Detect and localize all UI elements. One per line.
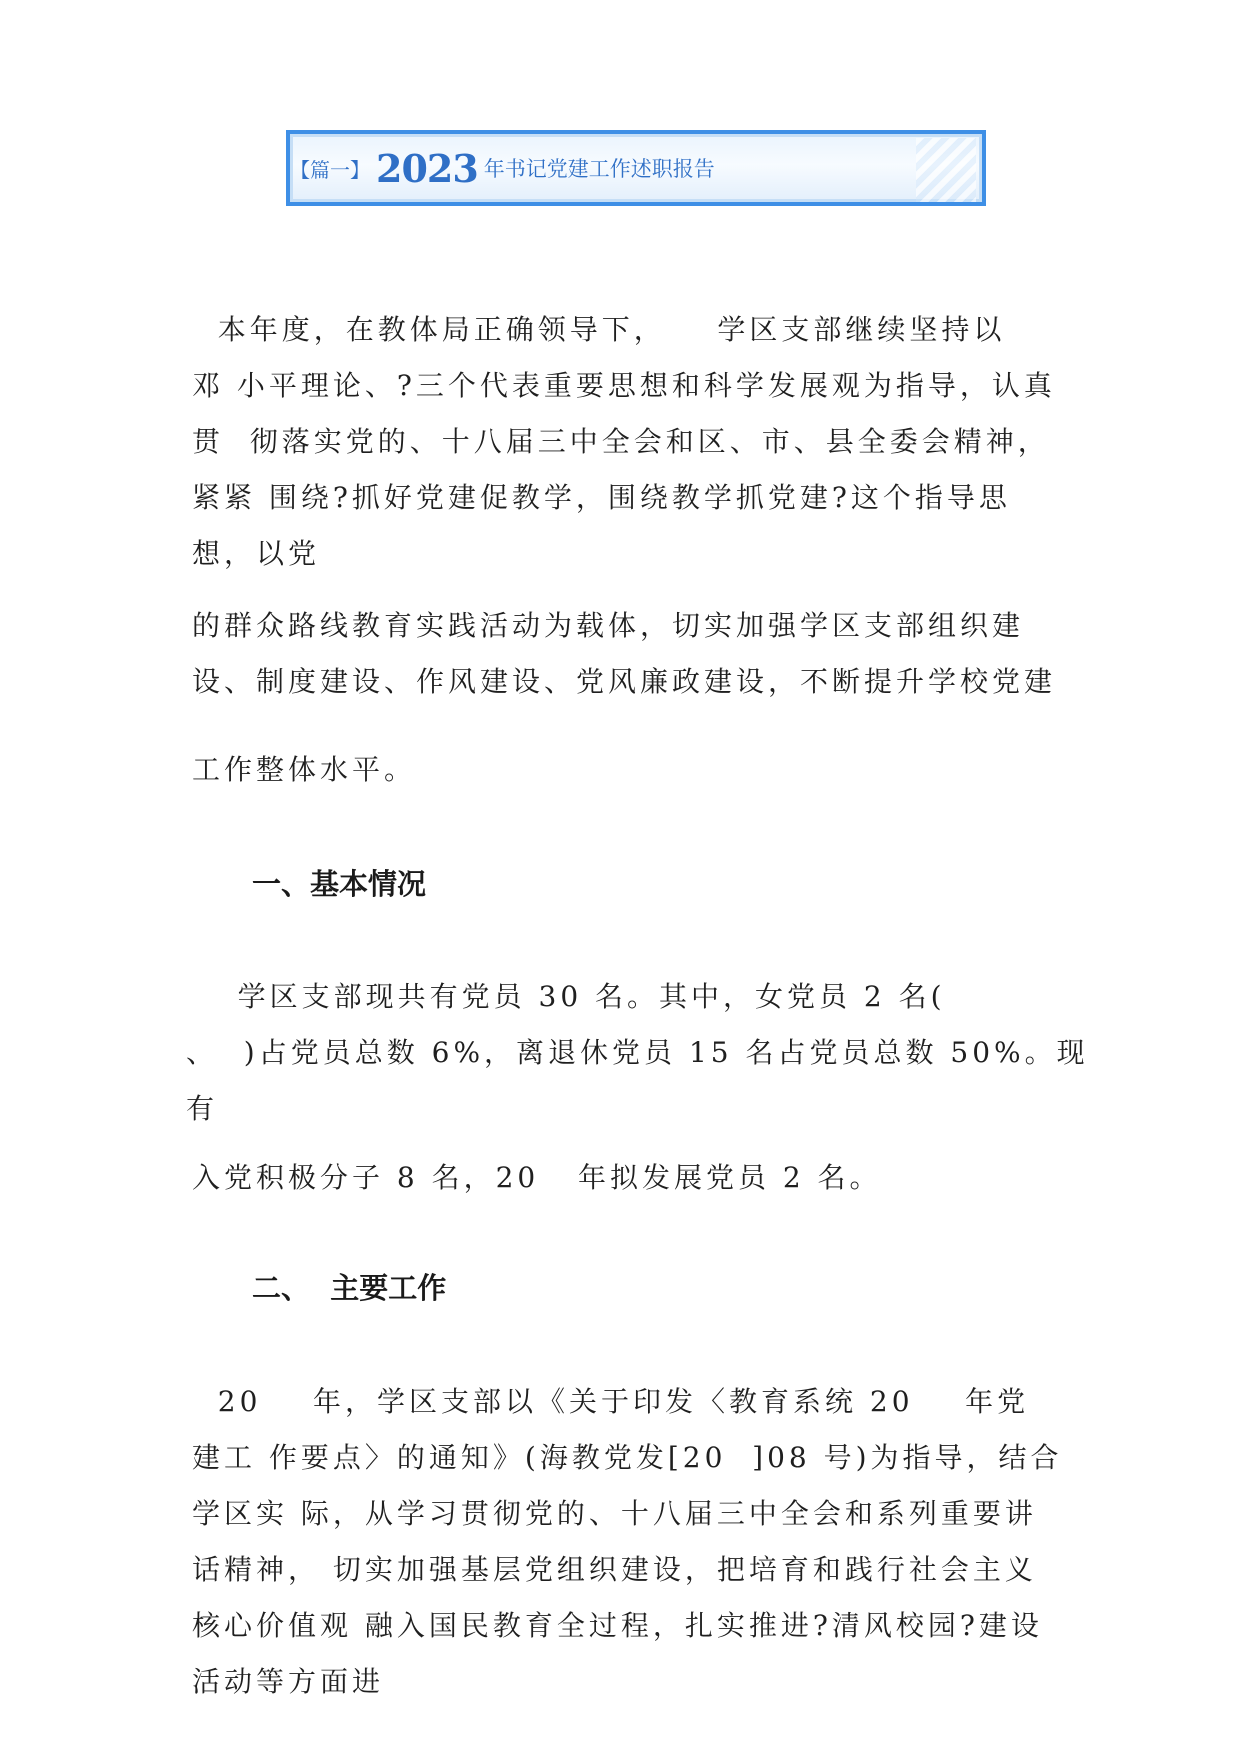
title-tag: 【篇一】 [290,157,370,182]
basic-paragraph-2: 入党积极分子 8 名，20 年拟发展党员 2 名。 [192,1161,882,1194]
banner-decoration [916,138,976,202]
heading-main-work: 二、 主要工作 [252,1271,447,1305]
heading-basic-situation: 一、基本情况 [252,867,427,901]
intro-paragraph-2: 的群众路线教育实践活动为载体，切实加强学区支部组织建 设、制度建设、作风建设、党风廉政建设，不断提升学校党建 [192,609,1057,698]
title-text: 年书记党建工作述职报告 [483,157,715,181]
intro-paragraph-3: 工作整体水平。 [192,753,417,786]
main-work-paragraph: 20 年，学区支部以《关于印发〈教育系统 20 年党 建工 作要点〉的通知》(海教党发[20 ]08 号)为指导，结合 学区实 际，从学习贯彻党的、十八届三中全会和系列重要讲 话精神， 切实加强基层党组织建设，把培育和践行社会主义 核心价值观 融入国民教育全过程，扎实推进?清风校园?建设 活动等方面进 [192,1385,1063,1698]
title-line [290,134,715,202]
title-banner [286,130,986,206]
intro-paragraph-1: 本年度，在教体局正确领导下， 学区支部继续坚持以 邓 小平理论、?三个代表重要思想和科学发展观为指导，认真 贯 彻落实党的、十八届三中全会和区、市、县全委会精神， 紧紧 围绕?抓好党建促教学，围绕教学抓党建?这个指导思 想，以党 [192,313,1056,570]
basic-paragraph-1: 学区支部现共有党员 30 名。其中，女党员 2 名( 、 )占党员总数 6%，离退休党员 15 名占党员总数 50%。现 有 [186,980,1089,1125]
title-year: 2023 [376,145,478,191]
